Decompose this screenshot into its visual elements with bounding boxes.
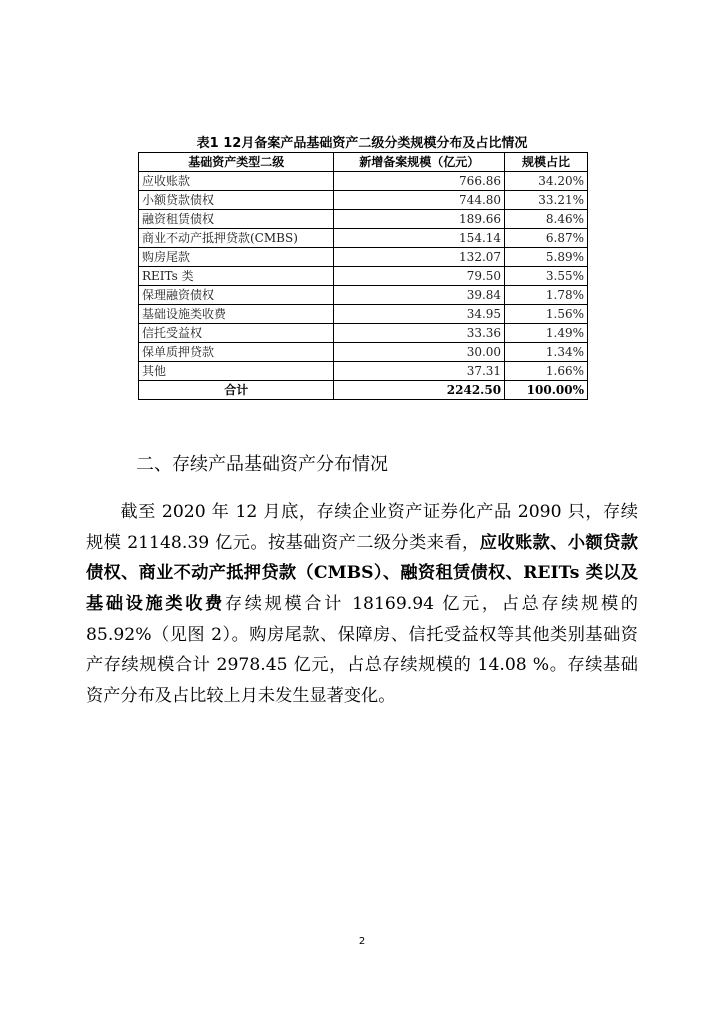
total-share-cell: 100.00% — [505, 381, 588, 400]
asset-type-cell: 基础设施类收费 — [139, 305, 334, 324]
new-scale-cell: 189.66 — [334, 210, 505, 229]
new-scale-cell: 132.07 — [334, 248, 505, 267]
table-row — [139, 229, 588, 248]
para-text-2: 存续规模合计 18169.94 亿元，占总存续规模的 85.92%（见图 2）。购房尾款、保障房、信托受益权等其他类别基础资产存续规模合计 2978.45 亿元，占总存续规模的 14.08 %。存续基础资产分布及占比较上月未发生显著变化。 — [86, 593, 638, 706]
asset-type-cell: 商业不动产抵押贷款(CMBS) — [139, 229, 334, 248]
share-cell: 34.20% — [505, 172, 588, 191]
new-scale-cell: 154.14 — [334, 229, 505, 248]
asset-type-cell: 保单质押贷款 — [139, 343, 334, 362]
new-scale-cell: 744.80 — [334, 191, 505, 210]
column-header-asset-type: 基础资产类型二级 — [139, 153, 334, 172]
new-scale-cell: 79.50 — [334, 267, 505, 286]
new-scale-cell: 34.95 — [334, 305, 505, 324]
asset-type-cell: 应收账款 — [139, 172, 334, 191]
table-total-row — [139, 381, 588, 400]
table-row — [139, 343, 588, 362]
share-cell: 6.87% — [505, 229, 588, 248]
total-scale-cell: 2242.50 — [334, 381, 505, 400]
column-header-new-scale: 新增备案规模（亿元） — [334, 153, 505, 172]
table-header-row — [139, 153, 588, 172]
asset-distribution-table — [138, 152, 588, 400]
share-cell: 1.34% — [505, 343, 588, 362]
new-scale-cell: 37.31 — [334, 362, 505, 381]
table-row — [139, 191, 588, 210]
column-header-share: 规模占比 — [505, 153, 588, 172]
share-cell: 3.55% — [505, 267, 588, 286]
para-bold-categories: 应收账款、小额贷款债权、商业不动产抵押贷款（CMBS）、融资租赁债权、REITs 类以及基础设施类收费 — [86, 532, 638, 614]
asset-type-cell: 购房尾款 — [139, 248, 334, 267]
table-body — [139, 172, 588, 400]
asset-type-cell: REITs 类 — [139, 267, 334, 286]
asset-type-cell: 小额贷款债权 — [139, 191, 334, 210]
page-number: 2 — [358, 936, 366, 947]
share-cell: 8.46% — [505, 210, 588, 229]
table-row — [139, 248, 588, 267]
new-scale-cell: 33.36 — [334, 324, 505, 343]
share-cell: 1.56% — [505, 305, 588, 324]
new-scale-cell: 30.00 — [334, 343, 505, 362]
share-cell: 1.78% — [505, 286, 588, 305]
new-scale-cell: 39.84 — [334, 286, 505, 305]
share-cell: 1.66% — [505, 362, 588, 381]
table-row — [139, 210, 588, 229]
asset-type-cell: 保理融资债权 — [139, 286, 334, 305]
table-row — [139, 267, 588, 286]
new-scale-cell: 766.86 — [334, 172, 505, 191]
table-row — [139, 172, 588, 191]
share-cell: 33.21% — [505, 191, 588, 210]
asset-type-cell: 其他 — [139, 362, 334, 381]
para-text-1: 截至 2020 年 12 月底，存续企业资产证券化产品 2090 只，存续规模 21148.39 亿元。按基础资产二级分类来看， — [86, 502, 638, 553]
total-label-cell: 合计 — [139, 381, 334, 400]
asset-type-cell: 信托受益权 — [139, 324, 334, 343]
table-row — [139, 286, 588, 305]
table-row — [139, 305, 588, 324]
table-caption: 表1 12月备案产品基础资产二级分类规模分布及占比情况 — [196, 136, 528, 151]
section-heading: 二、存续产品基础资产分布情况 — [136, 454, 388, 475]
asset-type-cell: 融资租赁债权 — [139, 210, 334, 229]
body-paragraph — [86, 497, 638, 711]
table-row — [139, 324, 588, 343]
share-cell: 5.89% — [505, 248, 588, 267]
share-cell: 1.49% — [505, 324, 588, 343]
table-row — [139, 362, 588, 381]
